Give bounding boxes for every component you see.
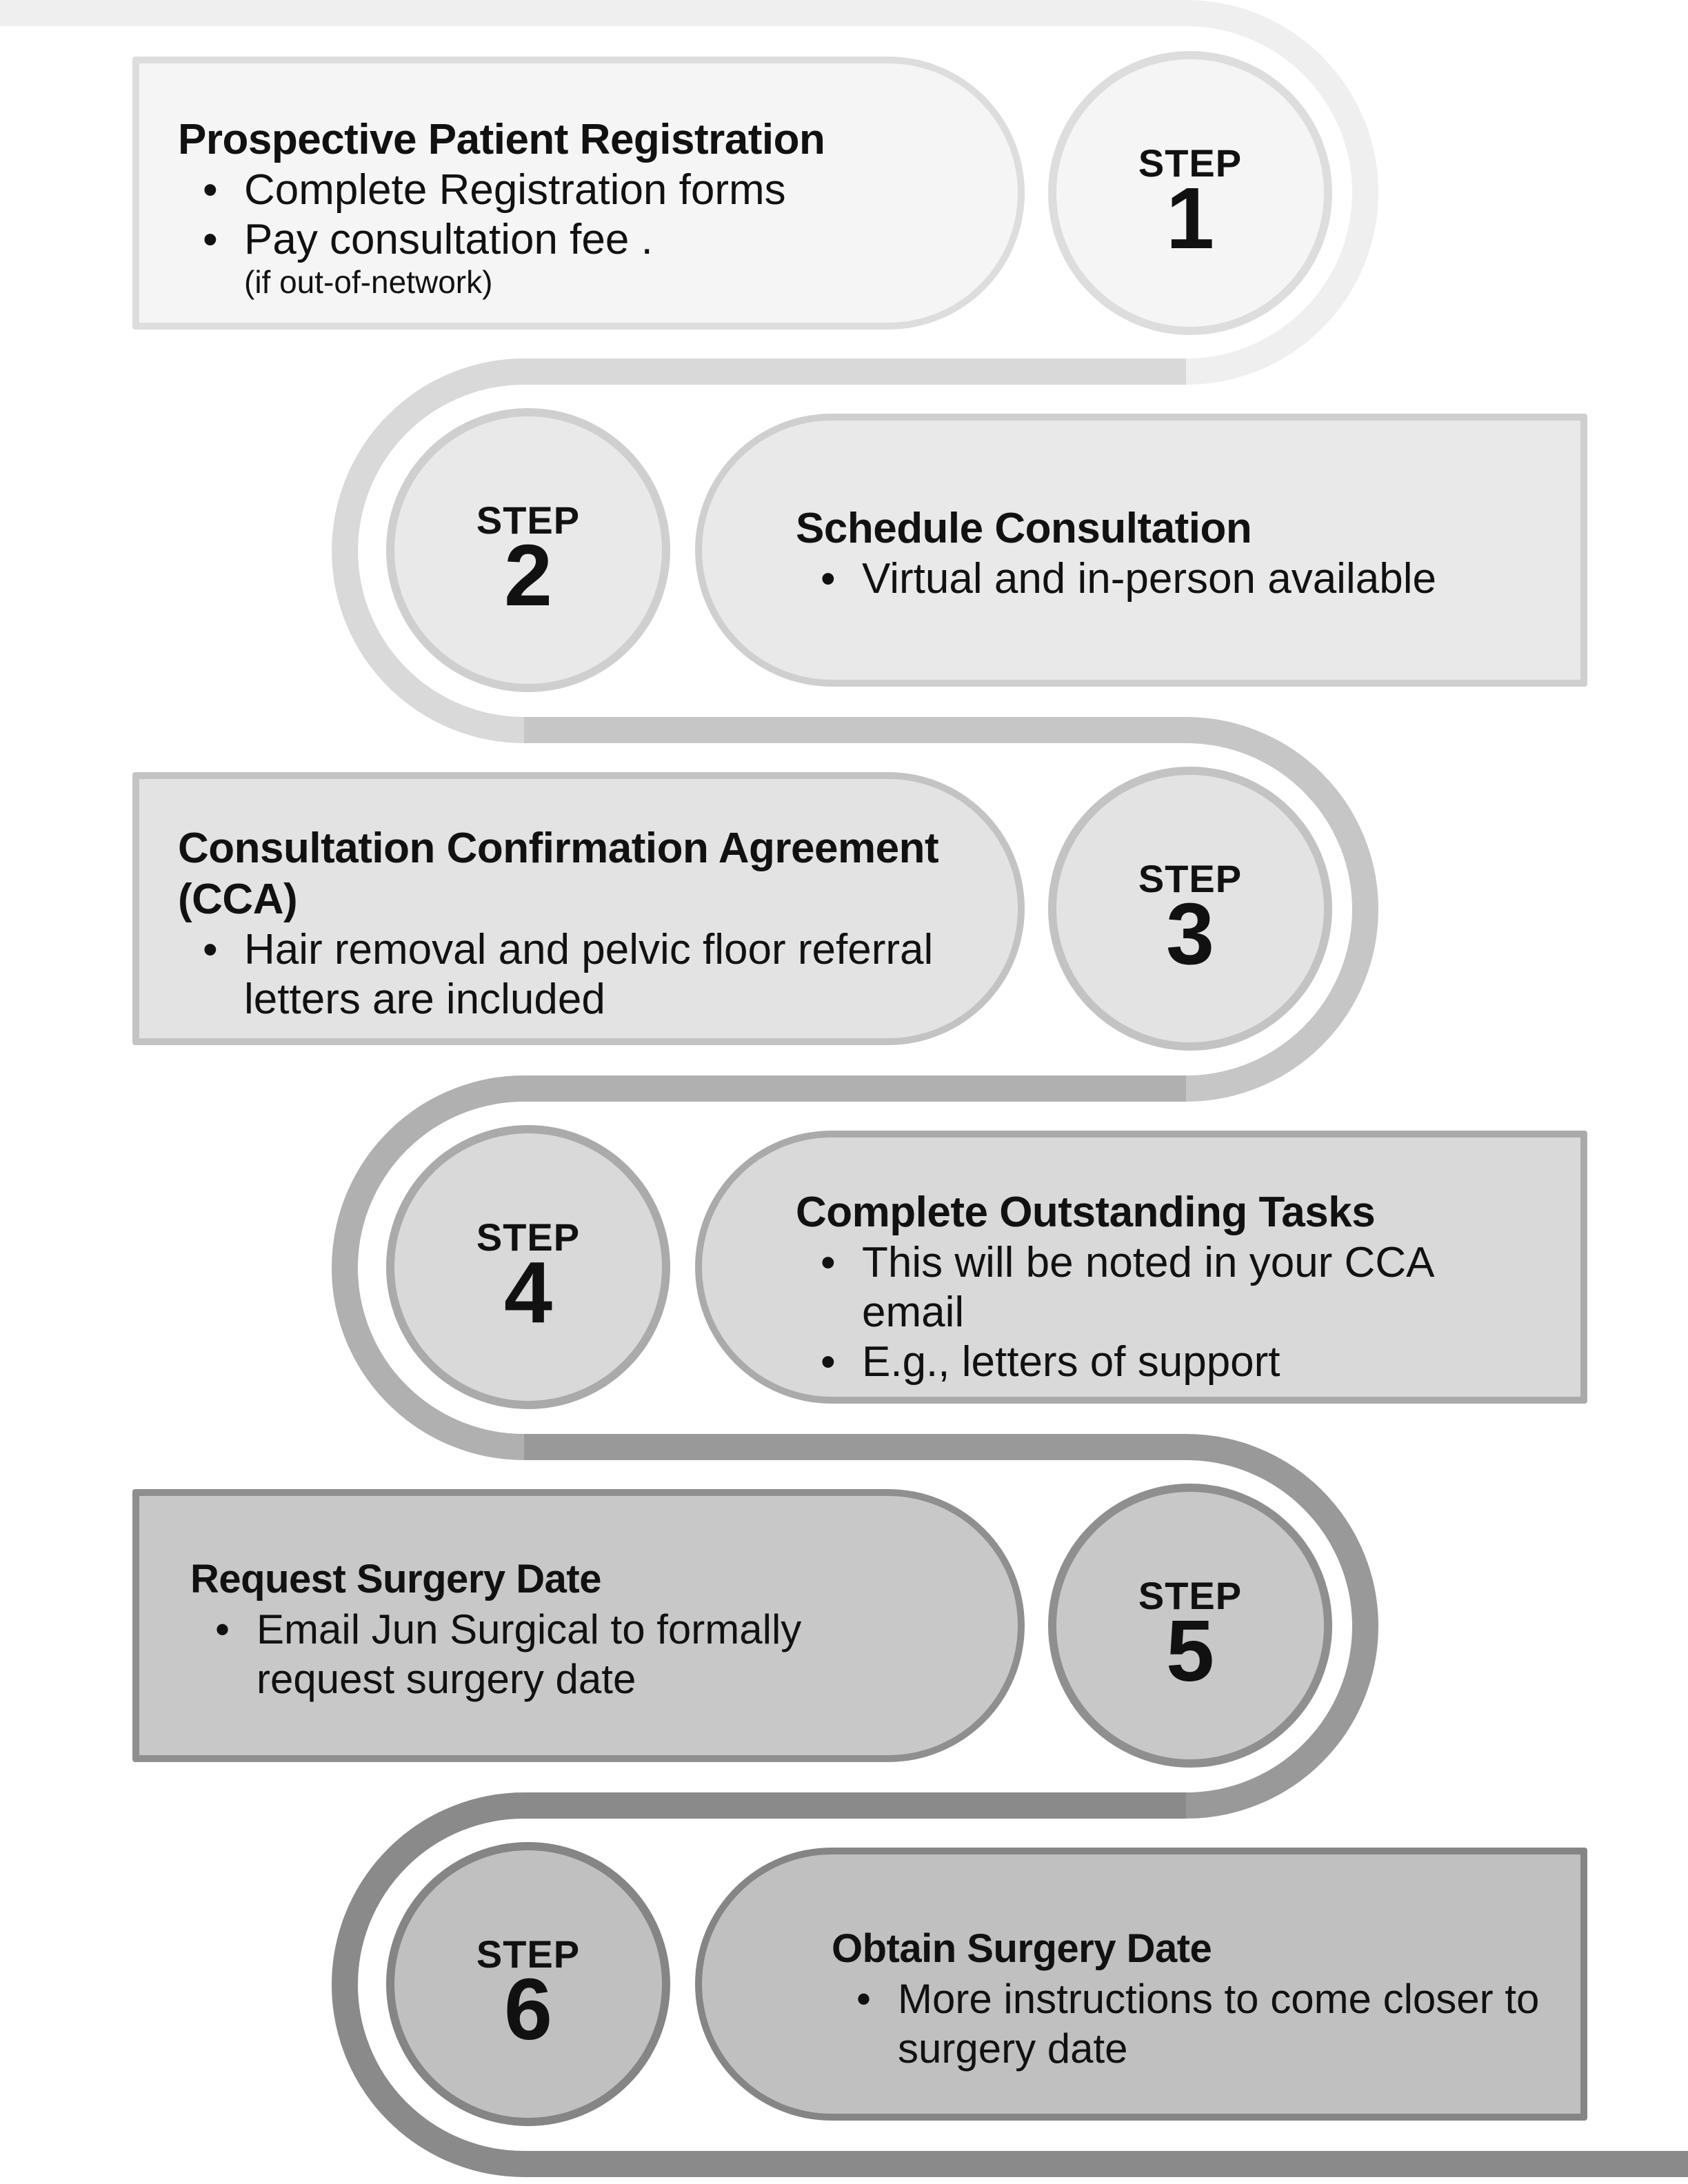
step-6-item: • More instructions to come closer to	[832, 1974, 1583, 2024]
step-5-badge	[1048, 1484, 1332, 1768]
step-4-list-2	[796, 1337, 1568, 1387]
step-2-label: STEP	[476, 498, 581, 542]
step-5-label: STEP	[1138, 1574, 1243, 1617]
step-4-label: STEP	[476, 1215, 581, 1259]
step-4-title: Complete Outstanding Tasks	[796, 1189, 1376, 1236]
step-1-item: • Complete Registration forms	[178, 165, 1005, 215]
step-2-badge	[386, 408, 670, 692]
step-6-content	[832, 1923, 1583, 2074]
step-1-note: (if out-of-network)	[244, 264, 493, 300]
step-4-list	[796, 1238, 1568, 1288]
step-1-item: • Pay consultation fee .	[178, 215, 1005, 265]
step-5-item-continuation: request surgery date	[257, 1656, 636, 1702]
step-1-number: 1	[1165, 170, 1215, 267]
step-1-badge	[1048, 51, 1332, 335]
step-1-label: STEP	[1138, 141, 1243, 185]
step-4-item: • This will be noted in your CCA	[796, 1238, 1568, 1288]
step-4-badge	[386, 1125, 670, 1409]
step-2-title: Schedule Consultation	[796, 505, 1252, 552]
step-5-number: 5	[1165, 1602, 1215, 1699]
step-3-item: • Hair removal and pelvic floor referral	[178, 925, 1019, 975]
step-3-title-line-2: (CCA)	[178, 876, 298, 923]
step-6-item-continuation: surgery date	[898, 2025, 1128, 2072]
step-6-badge	[386, 1842, 670, 2126]
step-6-title: Obtain Surgery Date	[832, 1926, 1212, 1971]
step-1-list	[178, 165, 1005, 265]
step-4-item-continuation: email	[862, 1288, 965, 1336]
step-3-title-line-1: Consultation Confirmation Agreement	[178, 825, 939, 872]
step-6-number: 6	[503, 1961, 553, 2058]
step-2-list	[796, 554, 1568, 604]
step-2-number: 2	[503, 527, 553, 624]
step-5-item: • Email Jun Surgical to formally	[190, 1605, 1004, 1655]
step-3-content	[178, 823, 1019, 1024]
step-3-label: STEP	[1138, 857, 1243, 900]
step-2-item: • Virtual and in-person available	[796, 554, 1568, 604]
step-3-list	[178, 925, 1019, 975]
step-1-title: Prospective Patient Registration	[178, 116, 825, 163]
step-6-label: STEP	[476, 1932, 581, 1976]
step-2-content	[796, 503, 1568, 604]
step-5-content	[190, 1554, 1004, 1704]
step-6-list	[832, 1974, 1583, 2024]
step-4-item: • E.g., letters of support	[796, 1337, 1568, 1387]
step-5-list	[190, 1605, 1004, 1655]
step-4-content	[796, 1187, 1568, 1387]
step-3-number: 3	[1165, 885, 1215, 982]
step-5-title: Request Surgery Date	[190, 1557, 601, 1601]
step-1-content	[178, 114, 1005, 299]
step-3-badge	[1048, 767, 1332, 1051]
step-3-item-continuation: letters are included	[244, 975, 605, 1023]
step-4-number: 4	[503, 1244, 553, 1341]
